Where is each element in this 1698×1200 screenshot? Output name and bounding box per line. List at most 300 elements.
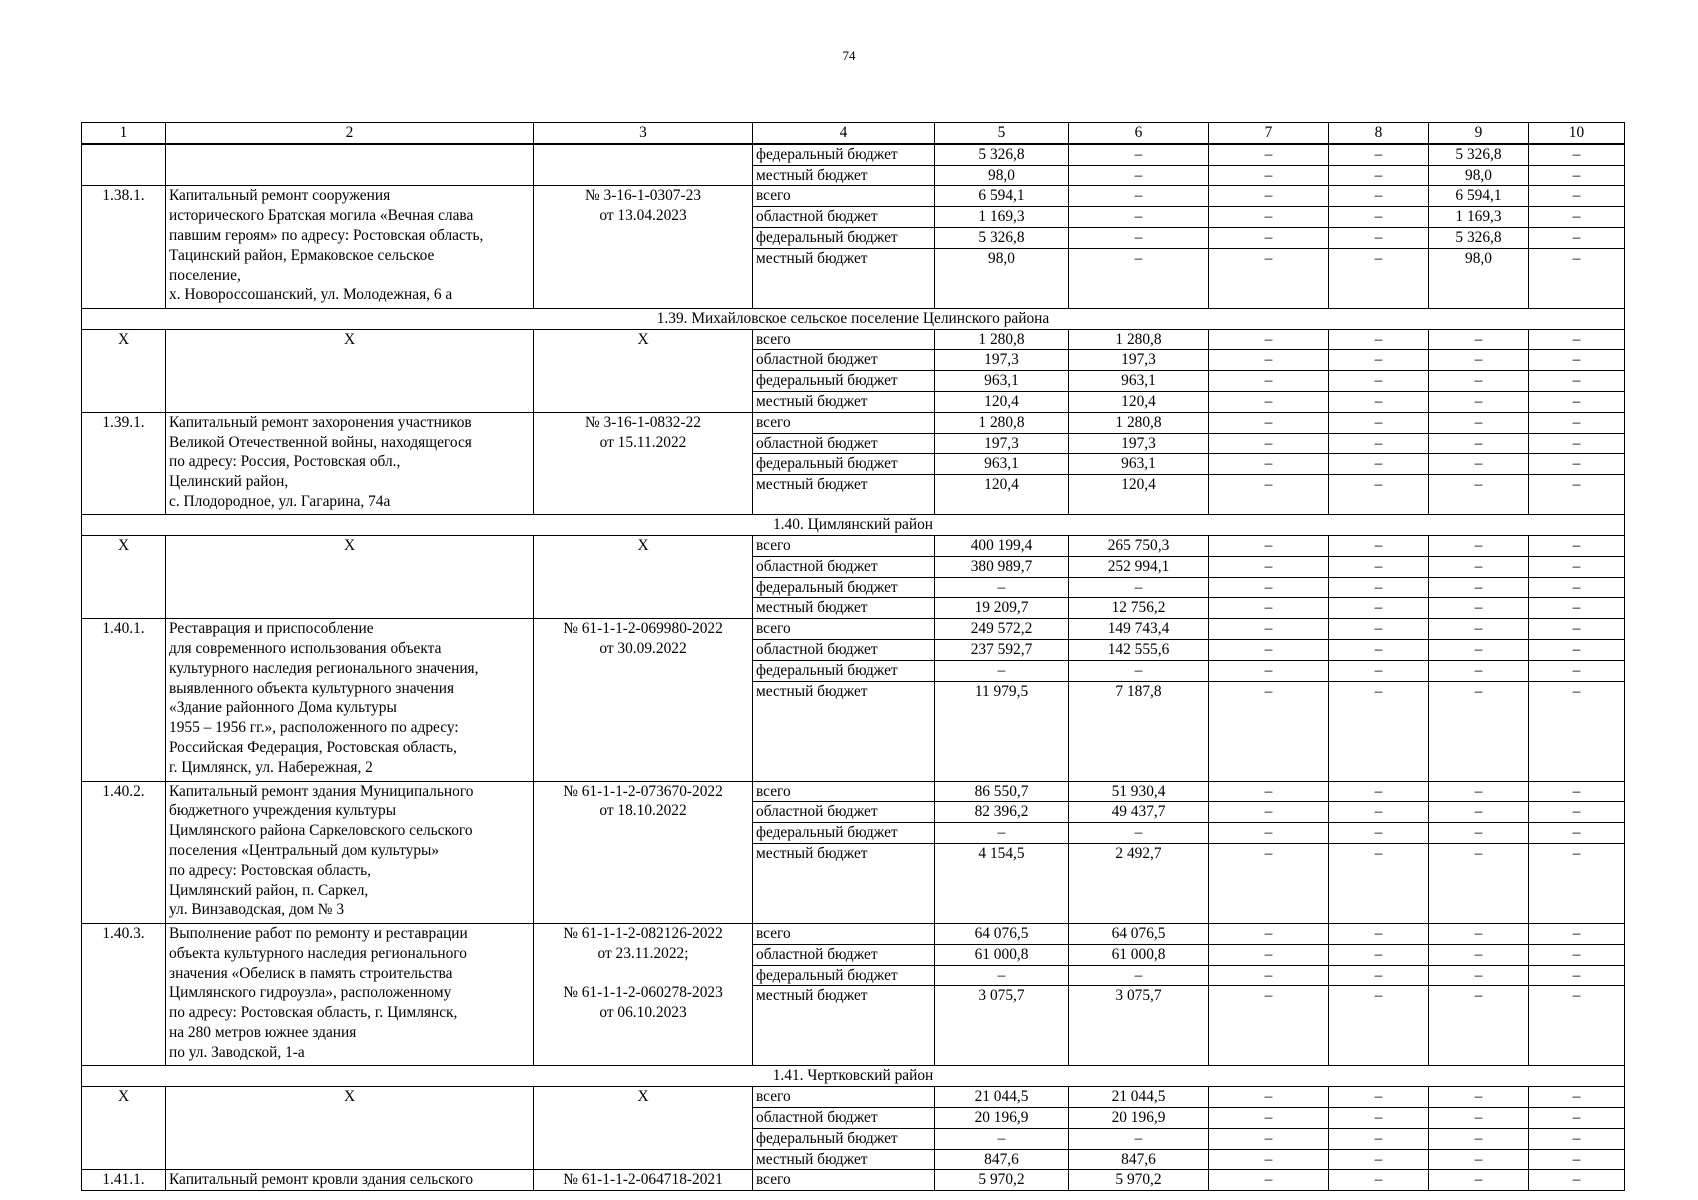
value-cell: – [1329,186,1429,207]
value-cell: 21 044,5 [1069,1087,1209,1108]
budget-label: всего [753,186,935,207]
document-line: № 3-16-1-0832-22 [585,413,701,431]
value-cell: – [1529,577,1625,598]
budget-label: областной бюджет [753,802,935,823]
value-cell: – [1069,577,1209,598]
value-cell: 237 592,7 [935,639,1069,660]
value-cell: – [1209,535,1329,556]
value-cell: – [1329,475,1429,515]
value-cell: – [1529,1087,1625,1108]
document-line: от 15.11.2022 [599,433,687,451]
value-cell: – [1069,227,1209,248]
value-cell: – [1329,823,1429,844]
value-cell: – [935,1128,1069,1149]
value-cell: – [1329,535,1429,556]
row-number-cell: 1.40.3. [82,923,166,1065]
value-cell: – [1069,660,1209,681]
value-cell: – [1529,1170,1625,1191]
value-cell: – [1329,944,1429,965]
value-cell: – [1529,681,1625,781]
value-cell: – [1429,944,1529,965]
budget-label: федеральный бюджет [753,823,935,844]
x-mark-cell: Х [534,329,753,412]
budget-label: областной бюджет [753,350,935,371]
value-cell: – [1329,598,1429,619]
value-cell: – [1329,965,1429,986]
value-cell: – [1329,1149,1429,1170]
value-cell: 400 199,4 [935,535,1069,556]
value-cell: – [1529,207,1625,228]
value-cell: – [1529,639,1625,660]
x-mark-cell: Х [166,1087,534,1170]
value-cell: – [1209,1170,1329,1191]
table-row [82,144,1625,165]
value-cell: – [1209,556,1329,577]
budget-label: областной бюджет [753,1107,935,1128]
value-cell: – [935,823,1069,844]
value-cell: – [1329,781,1429,802]
row-number-cell: 1.40.2. [82,781,166,923]
object-name-cell: Капитальный ремонт кровли здания сельского [166,1170,534,1191]
value-cell: – [1529,556,1625,577]
row-number-cell: 1.40.1. [82,619,166,781]
value-cell: – [1529,823,1625,844]
value-cell: 49 437,7 [1069,802,1209,823]
value-cell: – [1429,986,1529,1066]
value-cell: – [1429,1087,1529,1108]
value-cell: – [1209,227,1329,248]
value-cell: – [1529,248,1625,308]
value-cell: 2 492,7 [1069,843,1209,923]
value-cell: – [1209,986,1329,1066]
budget-label: всего [753,619,935,640]
value-cell: – [1429,371,1529,392]
value-cell: – [1429,802,1529,823]
value-cell: – [1329,619,1429,640]
value-cell: – [1209,144,1329,165]
value-cell: – [1329,681,1429,781]
value-cell: – [1209,944,1329,965]
value-cell: 20 196,9 [1069,1107,1209,1128]
budget-label: федеральный бюджет [753,1128,935,1149]
row-number-cell: 1.38.1. [82,186,166,308]
column-header: 2 [166,123,534,144]
value-cell: – [1329,843,1429,923]
value-cell: 61 000,8 [935,944,1069,965]
budget-label: всего [753,412,935,433]
budget-label: федеральный бюджет [753,660,935,681]
column-header: 5 [935,123,1069,144]
value-cell: – [1529,165,1625,186]
value-cell: 1 280,8 [935,412,1069,433]
document-cell [534,619,753,781]
budget-label: местный бюджет [753,165,935,186]
value-cell: – [1209,660,1329,681]
value-cell: – [1329,165,1429,186]
column-header: 7 [1209,123,1329,144]
value-cell: – [1329,1170,1429,1191]
value-cell: 64 076,5 [935,923,1069,944]
document-line: № 61-1-1-2-060278-2023 [563,984,723,1002]
value-cell: – [1329,923,1429,944]
value-cell: – [1069,165,1209,186]
object-name-line: поселение, [169,266,241,284]
value-cell: – [1429,781,1529,802]
object-name-line: на 280 метров южнее здания [169,1023,357,1041]
document-cell [534,144,753,186]
value-cell: – [1209,598,1329,619]
value-cell: – [1429,577,1529,598]
value-cell: 963,1 [935,454,1069,475]
value-cell: 197,3 [1069,350,1209,371]
x-mark-cell: Х [82,1087,166,1170]
table-row [82,781,1625,802]
x-mark-cell: Х [82,535,166,618]
value-cell: – [1069,1128,1209,1149]
value-cell: – [1069,186,1209,207]
section-row [82,515,1625,536]
value-cell: – [1329,1128,1429,1149]
value-cell: – [1209,371,1329,392]
column-header-row [82,123,1625,144]
budget-label: местный бюджет [753,1149,935,1170]
value-cell: – [1529,660,1625,681]
budget-label: федеральный бюджет [753,371,935,392]
column-header: 6 [1069,123,1209,144]
value-cell: – [1209,1128,1329,1149]
object-name-line: г. Цимлянск, ул. Набережная, 2 [169,758,373,776]
value-cell: – [1329,556,1429,577]
x-mark-cell: Х [534,1087,753,1170]
document-cell: № 61-1-1-2-064718-2021 [534,1170,753,1191]
object-name-line: Капитальный ремонт сооружения [169,187,391,205]
value-cell: – [1429,329,1529,350]
value-cell: – [1529,475,1625,515]
value-cell: – [1329,227,1429,248]
value-cell: – [1429,412,1529,433]
object-name-line: Цимлянского района Саркеловского сельского [169,822,473,840]
object-name-line: по адресу: Ростовская область, [169,861,371,879]
value-cell: – [1209,1087,1329,1108]
value-cell: 963,1 [1069,371,1209,392]
object-name-cell [166,923,534,1065]
object-name-line: исторического Братская могила «Вечная слава [169,207,474,225]
budget-label: всего [753,329,935,350]
table-row [82,535,1625,556]
value-cell: – [1429,556,1529,577]
value-cell: 197,3 [935,350,1069,371]
value-cell: 1 280,8 [1069,329,1209,350]
object-name-line: выявленного объекта культурного значения [169,679,455,697]
value-cell: – [935,965,1069,986]
column-header: 4 [753,123,935,144]
object-name-line: по адресу: Россия, Ростовская обл., [169,453,401,471]
value-cell: – [1429,619,1529,640]
value-cell: – [1329,350,1429,371]
document-line: от 06.10.2023 [599,1004,687,1022]
value-cell: – [1329,454,1429,475]
value-cell: – [1329,329,1429,350]
value-cell: – [1209,475,1329,515]
value-cell: – [1209,681,1329,781]
budget-label: областной бюджет [753,433,935,454]
value-cell: – [1209,454,1329,475]
value-cell: 98,0 [1429,248,1529,308]
table-row [82,619,1625,640]
value-cell: 6 594,1 [1429,186,1529,207]
object-name-line: по адресу: Ростовская область, г. Цимлянск, [169,1004,458,1022]
value-cell: 1 169,3 [935,207,1069,228]
document-cell [534,781,753,923]
value-cell: – [1209,781,1329,802]
table-row [82,412,1625,433]
value-cell: 265 750,3 [1069,535,1209,556]
value-cell: – [1529,433,1625,454]
value-cell: – [1209,165,1329,186]
value-cell: 380 989,7 [935,556,1069,577]
value-cell: – [1529,923,1625,944]
x-mark-cell: Х [82,329,166,412]
value-cell: – [1329,248,1429,308]
budget-label: всего [753,1087,935,1108]
value-cell: – [1329,986,1429,1066]
value-cell: 82 396,2 [935,802,1069,823]
object-name-line: Российская Федерация, Ростовская область, [169,738,457,756]
value-cell: 149 743,4 [1069,619,1209,640]
value-cell: – [1329,1107,1429,1128]
value-cell: – [1329,660,1429,681]
value-cell: – [1429,454,1529,475]
value-cell: – [1209,1149,1329,1170]
row-number-cell: 1.41.1. [82,1170,166,1191]
value-cell: – [1529,944,1625,965]
object-name-line: Цимлянского гидроузла», расположенному [169,984,452,1002]
object-name-line: х. Новороссошанский, ул. Молодежная, 6 а [169,286,453,304]
document-line: № 61-1-1-2-069980-2022 [563,620,723,638]
object-name-line: Тацинский район, Ермаковское сельское [169,246,435,264]
value-cell: 963,1 [935,371,1069,392]
value-cell: – [1429,1107,1529,1128]
value-cell: – [1429,843,1529,923]
object-name-line: Капитальный ремонт здания Муниципального [169,782,474,800]
value-cell: – [1209,391,1329,412]
value-cell: 1 280,8 [935,329,1069,350]
value-cell: – [1429,598,1529,619]
budget-label: областной бюджет [753,639,935,660]
section-title: 1.40. Цимлянский район [82,515,1625,536]
value-cell: – [1069,144,1209,165]
value-cell: – [1209,350,1329,371]
value-cell: 120,4 [935,475,1069,515]
object-name-line: ул. Винзаводская, дом № 3 [169,901,345,919]
value-cell: 963,1 [1069,454,1209,475]
value-cell: – [1429,639,1529,660]
document-line: от 18.10.2022 [599,802,687,820]
value-cell: – [1329,144,1429,165]
column-header: 8 [1329,123,1429,144]
value-cell: – [1209,843,1329,923]
value-cell: – [1429,475,1529,515]
value-cell: 5 326,8 [1429,227,1529,248]
value-cell: – [1329,371,1429,392]
object-name-line: Целинский район, [169,473,289,491]
object-name-cell [166,412,534,514]
value-cell: – [1069,965,1209,986]
value-cell: – [1429,1128,1529,1149]
value-cell: 61 000,8 [1069,944,1209,965]
table-row [82,186,1625,207]
value-cell: – [1209,329,1329,350]
value-cell: – [1209,802,1329,823]
value-cell: – [1429,965,1529,986]
value-cell: – [1529,186,1625,207]
value-cell: – [1429,535,1529,556]
x-mark-cell: Х [166,329,534,412]
value-cell: 64 076,5 [1069,923,1209,944]
value-cell: 3 075,7 [1069,986,1209,1066]
value-cell: 21 044,5 [935,1087,1069,1108]
value-cell: – [1529,412,1625,433]
value-cell: – [1529,454,1625,475]
value-cell: – [1529,965,1625,986]
object-name-line: объекта культурного наследия регионального [169,944,467,962]
value-cell: – [1209,433,1329,454]
document-cell [534,186,753,308]
row-number-cell: 1.39.1. [82,412,166,514]
value-cell: – [1069,248,1209,308]
value-cell: 197,3 [1069,433,1209,454]
object-name-line: павшим героям» по адресу: Ростовская область, [169,226,484,244]
value-cell: 5 326,8 [935,227,1069,248]
value-cell: – [1429,823,1529,844]
object-name-line: «Здание районного Дома культуры [169,699,397,717]
value-cell: – [1329,412,1429,433]
value-cell: 19 209,7 [935,598,1069,619]
object-name-line: 1955 – 1956 гг.», расположенного по адресу: [169,719,459,737]
object-name-line: Великой Отечественной войны, находящегося [169,433,472,451]
value-cell: 847,6 [1069,1149,1209,1170]
object-name-cell [166,619,534,781]
value-cell: 1 280,8 [1069,412,1209,433]
value-cell: 3 075,7 [935,986,1069,1066]
table-row [82,923,1625,944]
value-cell: – [1329,639,1429,660]
value-cell: – [1529,598,1625,619]
value-cell: 98,0 [1429,165,1529,186]
object-name-line: для современного использования объекта [169,639,442,657]
value-cell: 7 187,8 [1069,681,1209,781]
budget-label: всего [753,923,935,944]
value-cell: – [1529,802,1625,823]
value-cell: – [1329,802,1429,823]
value-cell: – [1069,823,1209,844]
budget-label: местный бюджет [753,598,935,619]
document-line: от 30.09.2022 [599,639,687,657]
value-cell: 11 979,5 [935,681,1069,781]
value-cell: 120,4 [1069,391,1209,412]
x-mark-cell: Х [534,535,753,618]
document-line: от 23.11.2022; [597,944,689,962]
document-spacer [537,964,749,984]
budget-label: областной бюджет [753,207,935,228]
value-cell: – [935,577,1069,598]
object-name-line: культурного наследия регионального значения, [169,659,479,677]
table-row [82,1170,1625,1191]
document-line: № 61-1-1-2-082126-2022 [563,924,723,942]
value-cell: – [1329,391,1429,412]
budget-label: федеральный бюджет [753,144,935,165]
table-row [82,1087,1625,1108]
value-cell: – [1529,1107,1625,1128]
object-name-line: Капитальный ремонт захоронения участников [169,413,472,431]
value-cell: – [1529,781,1625,802]
value-cell: 5 326,8 [935,144,1069,165]
document-line: № 3-16-1-0307-23 [585,187,701,205]
budget-label: всего [753,781,935,802]
value-cell: – [1529,371,1625,392]
value-cell: 86 550,7 [935,781,1069,802]
budget-label: областной бюджет [753,556,935,577]
value-cell: 252 994,1 [1069,556,1209,577]
value-cell: 5 326,8 [1429,144,1529,165]
value-cell: 12 756,2 [1069,598,1209,619]
column-header: 10 [1529,123,1625,144]
value-cell: – [1329,1087,1429,1108]
object-name-line: Реставрация и приспособление [169,620,374,638]
value-cell: 847,6 [935,1149,1069,1170]
document-line: от 13.04.2023 [599,207,687,225]
column-header: 3 [534,123,753,144]
value-cell: – [1209,619,1329,640]
budget-label: всего [753,1170,935,1191]
value-cell: – [1209,248,1329,308]
value-cell: – [1209,965,1329,986]
section-title: 1.41. Чертковский район [82,1066,1625,1087]
object-name-line: по ул. Заводской, 1-а [169,1043,305,1061]
object-name-line: Цимлянский район, п. Саркел, [169,881,369,899]
value-cell: – [1529,1149,1625,1170]
value-cell: – [1429,350,1529,371]
table-row [82,329,1625,350]
value-cell: – [935,660,1069,681]
object-name-line: с. Плодородное, ул. Гагарина, 74а [169,492,391,510]
page-number: 74 [842,48,856,63]
value-cell: 98,0 [935,248,1069,308]
column-header: 9 [1429,123,1529,144]
value-cell: 120,4 [935,391,1069,412]
value-cell: 4 154,5 [935,843,1069,923]
object-name-cell [166,186,534,308]
value-cell: – [1429,433,1529,454]
value-cell: – [1529,227,1625,248]
x-mark-cell: Х [166,535,534,618]
value-cell: – [1209,1107,1329,1128]
value-cell: – [1529,986,1625,1066]
value-cell: 5 970,2 [1069,1170,1209,1191]
object-name-line: поселения «Центральный дом культуры» [169,841,440,859]
budget-label: местный бюджет [753,475,935,515]
row-number-cell [82,144,166,186]
section-title: 1.39. Михайловское сельское поселение Целинского района [82,308,1625,329]
value-cell: – [1529,1128,1625,1149]
value-cell: – [1529,329,1625,350]
document-line: № 61-1-1-2-073670-2022 [563,782,723,800]
document-cell [534,923,753,1065]
value-cell: – [1209,577,1329,598]
value-cell: – [1069,207,1209,228]
budget-label: местный бюджет [753,681,935,781]
budget-label: федеральный бюджет [753,227,935,248]
